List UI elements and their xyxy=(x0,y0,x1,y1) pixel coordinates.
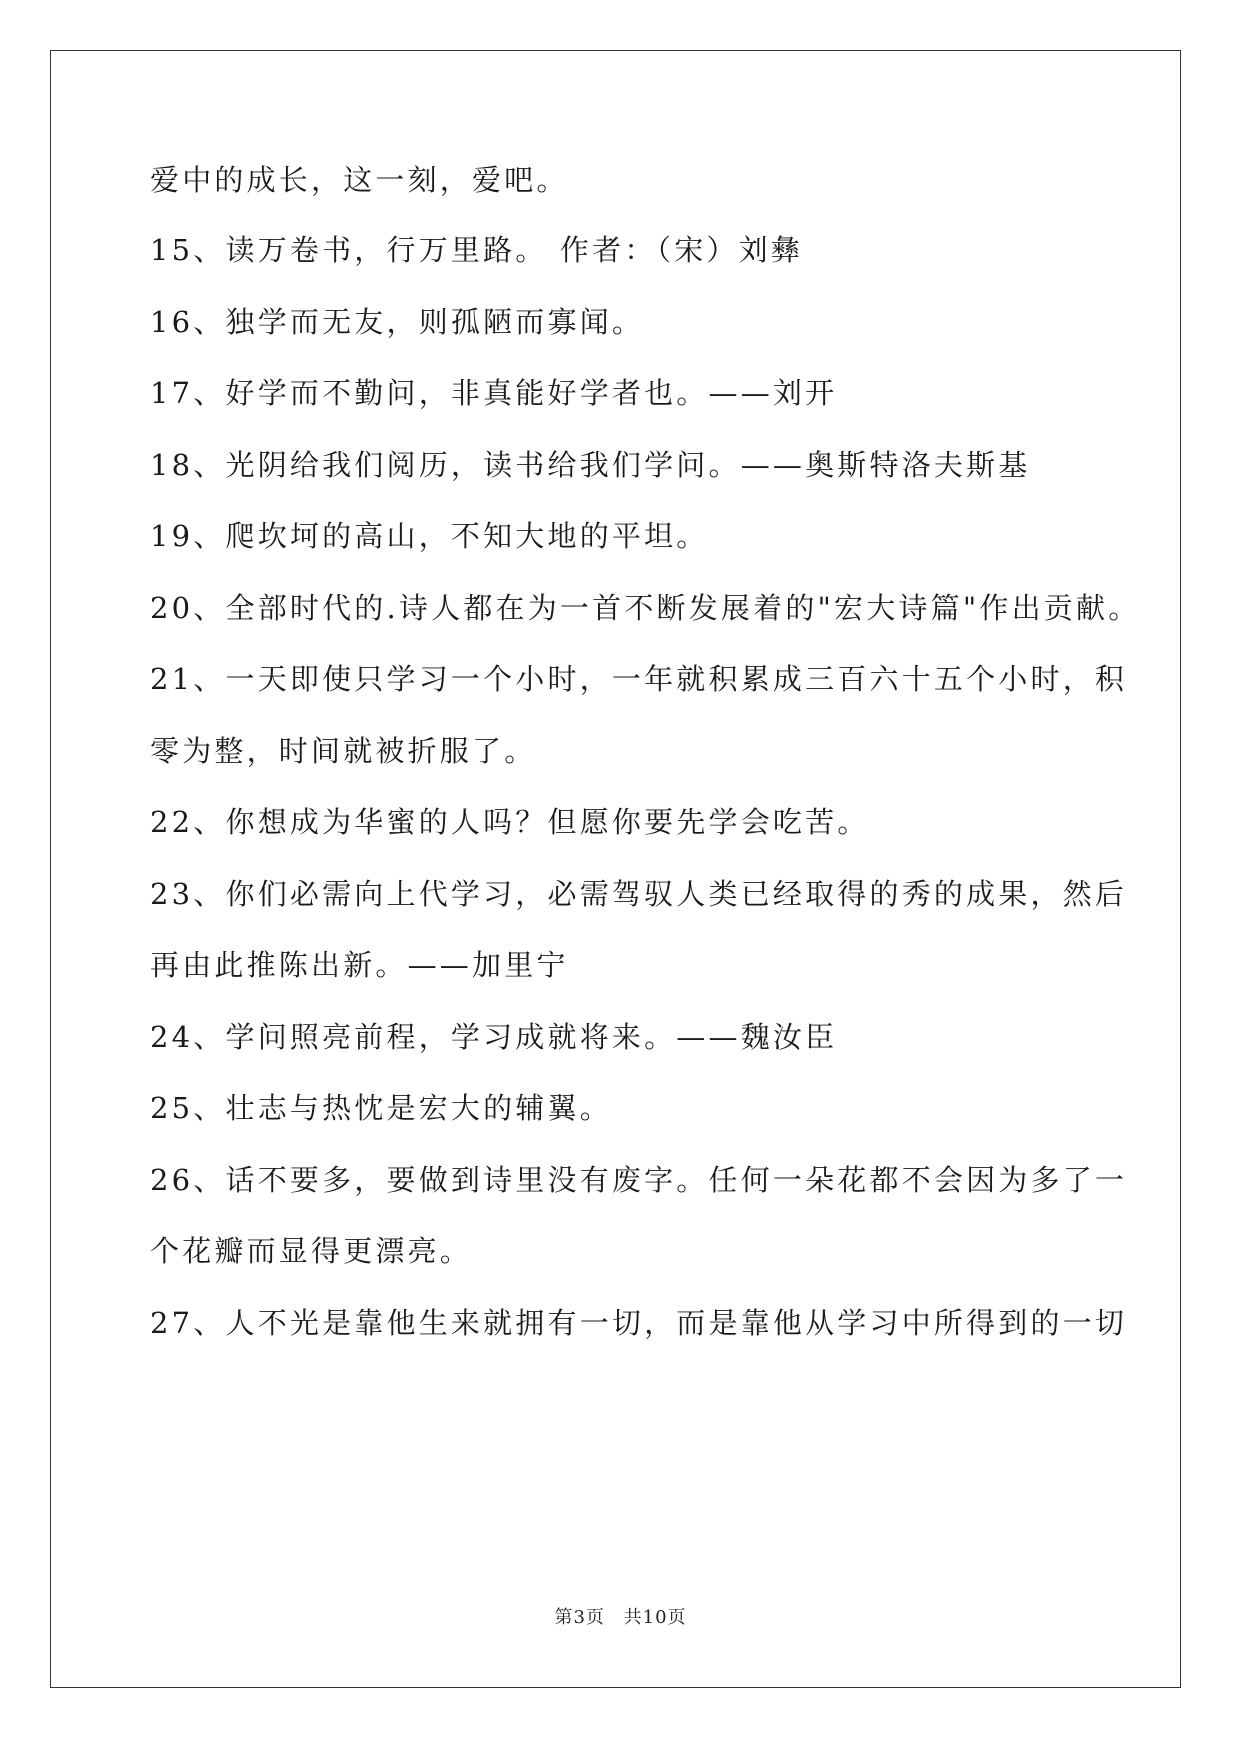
text-line: 24、学问照亮前程，学习成就将来。——魏汝臣 xyxy=(150,1020,838,1054)
text-line: 17、好学而不勤问，非真能好学者也。——刘开 xyxy=(150,376,838,410)
text-line: 26、话不要多，要做到诗里没有废字。任何一朵花都不会因为多了一 xyxy=(150,1163,1128,1197)
text-line: 15、读万卷书，行万里路。 作者：（宋）刘彝 xyxy=(150,233,804,267)
text-line: 零为整，时间就被折服了。 xyxy=(150,734,537,768)
text-line: 个花瓣而显得更漂亮。 xyxy=(150,1234,473,1268)
text-line: 25、壮志与热忱是宏大的辅翼。 xyxy=(150,1091,612,1125)
page-total: 共10页 xyxy=(623,1607,687,1628)
text-line: 21、一天即使只学习一个小时，一年就积累成三百六十五个小时，积 xyxy=(150,662,1128,696)
text-line: 27、人不光是靠他生来就拥有一切，而是靠他从学习中所得到的一切 xyxy=(150,1306,1128,1340)
text-line: 20、全部时代的.诗人都在为一首不断发展着的"宏大诗篇"作出贡献。 xyxy=(150,591,1141,625)
text-line: 22、你想成为华蜜的人吗？但愿你要先学会吃苦。 xyxy=(150,805,870,839)
text-line: 18、光阴给我们阅历，读书给我们学问。——奥斯特洛夫斯基 xyxy=(150,448,1031,482)
text-line: 19、爬坎坷的高山，不知大地的平坦。 xyxy=(150,519,709,553)
text-line: 爱中的成长，这一刻，爱吧。 xyxy=(150,163,569,197)
page-border xyxy=(50,50,1181,1688)
page-number: 第3页 xyxy=(554,1607,605,1628)
text-line: 再由此推陈出新。——加里宁 xyxy=(150,948,569,982)
text-line: 16、独学而无友，则孤陋而寡闻。 xyxy=(150,305,645,339)
page-footer xyxy=(0,1603,1241,1629)
text-line: 23、你们必需向上代学习，必需驾驭人类已经取得的秀的成果，然后 xyxy=(150,877,1128,911)
